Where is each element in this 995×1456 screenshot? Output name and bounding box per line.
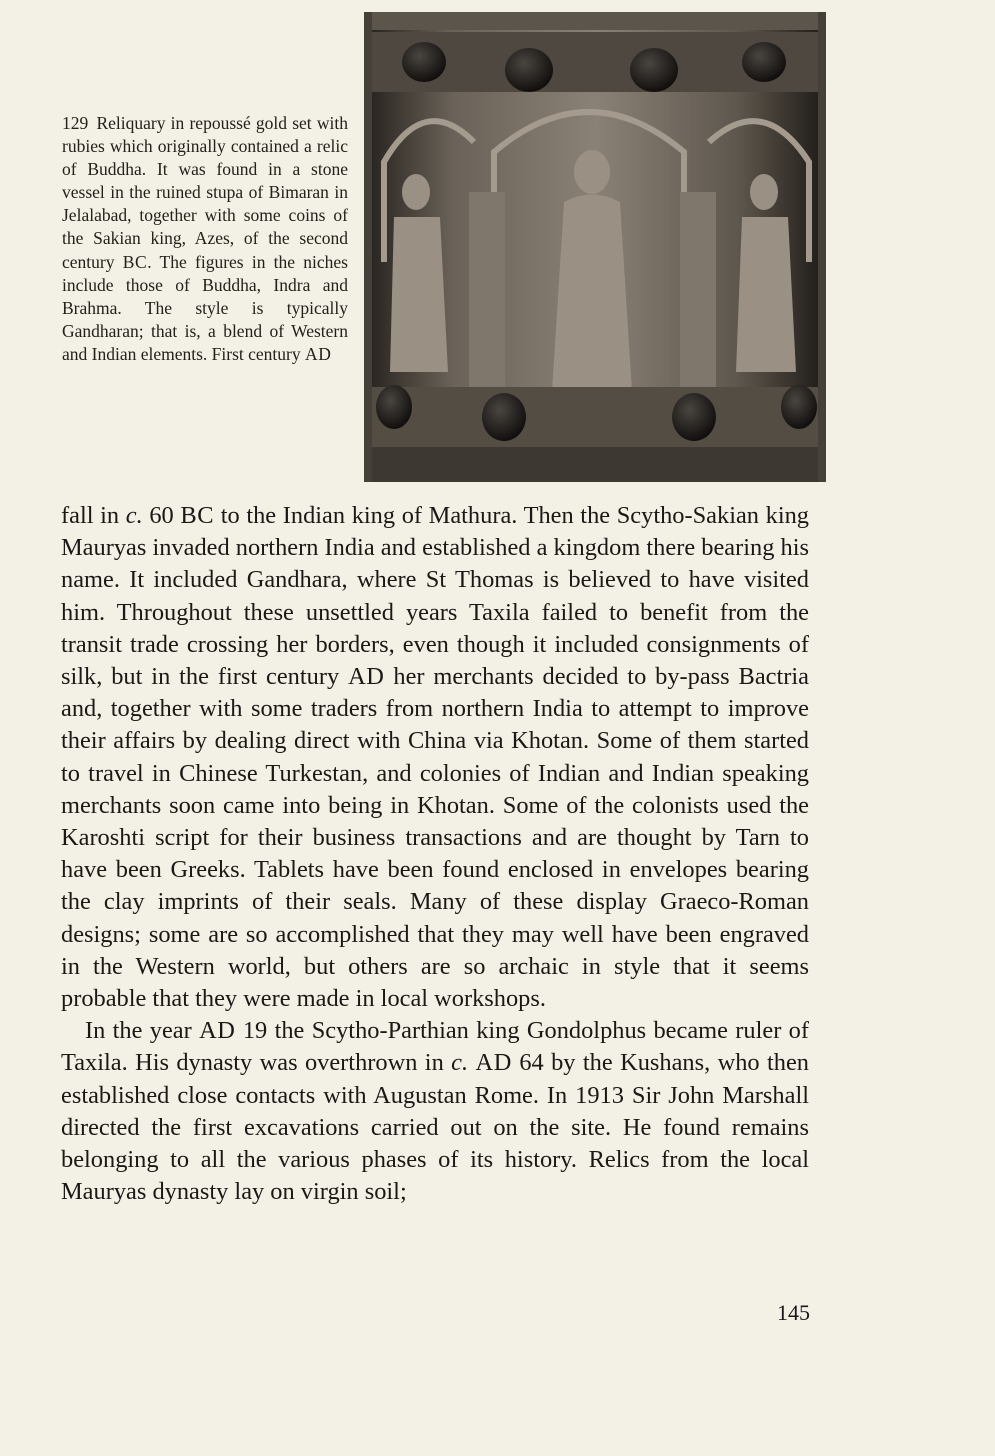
text-run: her merchants decided to by-pass Bactria and, together with some traders from northern India to attempt to improve their affairs by dealing direct with China via Khotan. Some of them started to travel in Chinese Turkestan, and colonies of Indian and Indian speaking merchants soon came into being in Khotan. Some of the colonists used the Karoshti script for their business transactions and are thought by Tarn to have been Greeks. Tablets have been found enclosed in envelopes bearing the clay imprints of their seals. Many of these display Graeco-Roman designs; some are so accomplished that they may well have been engraved in the Western world, but others are so archaic in style that it seems probable that they were made in local workshops.: [61, 663, 809, 1013]
caption-era-bc: BC: [122, 251, 148, 272]
caption-text-1: Reliquary in repoussé gold set with rubies which originally contained a relic of Buddha. It was found in a stone vessel in the ruined stupa of Bimaran in Jelalabad, together with some coins of the Sakian king, Azes, of the second century: [62, 113, 348, 272]
text-run: [468, 1049, 475, 1076]
text-run: 64 by the Kushans, who then established close contacts with Augustan Rome. In 1913 Sir John Marshall directed the first excavations carried out on the site. He found remains belonging to all the various phases of its history. Relics from the local Mauryas dynasty lay on virgin soil;: [61, 1049, 809, 1206]
reliquary-illustration: [364, 12, 826, 482]
figure-number: 129: [62, 113, 89, 133]
paragraph-2: [61, 1015, 809, 1208]
text-run-italic: c.: [125, 502, 143, 529]
era-label: BC: [180, 502, 215, 529]
text-run-italic: c.: [451, 1049, 469, 1077]
paragraph-1: [61, 500, 809, 1015]
figure-caption: [62, 112, 348, 366]
text-run: 60: [142, 502, 181, 529]
era-label: AD: [199, 1017, 236, 1045]
era-label: AD: [475, 1049, 512, 1077]
era-label: AD: [348, 663, 385, 691]
caption-era-ad: AD: [305, 343, 332, 364]
text-run: fall in: [61, 502, 126, 529]
main-text: [61, 500, 809, 1208]
text-run: 19 the Scytho-Parthian king Gondolphus became ruler of Taxila. His dynasty was overthrown in: [61, 1017, 809, 1077]
caption-text-2: . The figures in the niches include those of Buddha, Indra and Brahma. The style is typically Gandharan; that is, a blend of Western and Indian elements. First century: [62, 251, 348, 364]
text-run: In the year: [85, 1017, 200, 1045]
reliquary-photo: [364, 12, 826, 482]
text-run: to the Indian king of Mathura. Then the Scytho-Sakian king Mauryas invaded northern India and established a kingdom there bearing his name. It included Gandhara, where St Thomas is believed to have visited him. Throughout these unsettled years Taxila failed to benefit from the transit trade crossing her borders, even though it included consignments of silk, but in the first century: [61, 502, 809, 691]
page-number: 145: [777, 1300, 810, 1325]
